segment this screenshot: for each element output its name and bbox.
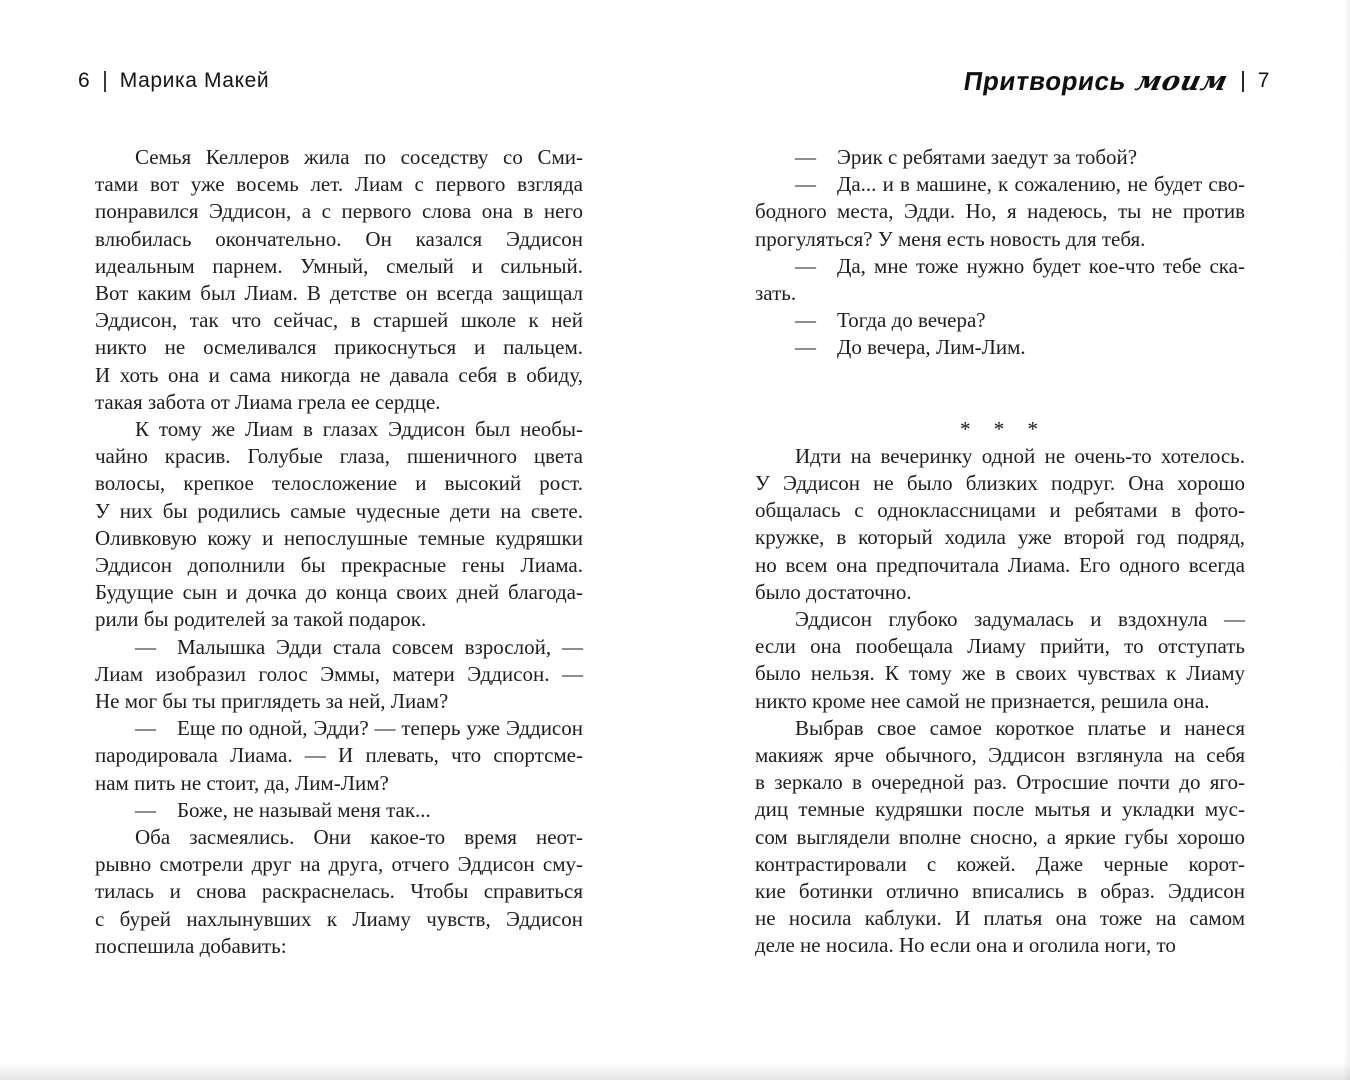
text-line: общалась с одноклассницами и ребятами в фото- — [755, 498, 1245, 523]
text-line: волосы, крепкое телосложение и высокий рост. — [95, 471, 583, 496]
left-page-number: 6 — [78, 69, 91, 92]
paragraph — [755, 307, 1245, 334]
author-name: Марика Макей — [119, 69, 270, 92]
text-line: нам пить не стоит, да, Лим-Лим? — [95, 770, 389, 795]
paragraph — [755, 443, 1245, 606]
paragraph — [755, 253, 1245, 307]
text-line: — Малышка Эдди стала совсем взрослой, — — [135, 634, 583, 659]
text-line: кружке, в который ходила уже второй год подряд, — [755, 525, 1245, 550]
paragraph — [95, 144, 583, 416]
text-line: поспешила добавить: — [95, 933, 287, 958]
text-line: пародировала Лиама. — И плевать, что спортсме- — [95, 743, 583, 768]
text-line: Идти на вечеринку одной не очень-то хотелось. — [795, 443, 1245, 468]
text-line: Эддисон дополнили бы прекрасные гены Лиама. — [95, 553, 583, 578]
text-line: — Да... и в машине, к сожалению, не будет сво- — [795, 172, 1245, 197]
header-divider-icon — [1242, 71, 1244, 92]
text-line: Семья Келлеров жила по соседству со Сми- — [135, 145, 583, 169]
paragraph — [755, 334, 1245, 361]
text-line: — Да, мне тоже нужно будет кое-что тебе ска- — [795, 253, 1245, 278]
text-line: Лиам изобразил голос Эммы, матери Эддисон. — — [95, 661, 583, 686]
text-line: тилась и снова раскраснелась. Чтобы справиться — [95, 879, 583, 904]
text-line: кие ботинки отлично вписались в образ. Эддисон — [755, 879, 1245, 904]
left-page-text — [95, 144, 583, 960]
text-line: если она пообещала Лиаму прийти, то отступать — [755, 634, 1245, 659]
left-running-head — [78, 66, 269, 96]
logo-word-pretend: Притворись — [961, 65, 1129, 96]
text-line: контрастировали с кожей. Даже черные корот- — [755, 851, 1245, 876]
text-line: понравился Эддисон, а с первого слова она в него — [95, 199, 583, 224]
text-line: чайно красив. Голубые глаза, пшеничного цвета — [95, 444, 583, 469]
text-line: влюбилась окончательно. Он казался Эддисон — [95, 226, 583, 251]
text-line: Выбрав свое самое короткое платье и нанеся — [795, 715, 1245, 740]
text-line: зать. — [755, 281, 797, 306]
scan-shadow-bottom — [0, 1062, 1350, 1080]
scan-shadow-right — [1342, 0, 1350, 1080]
text-line: было нельзя. К тому же в своих чувствах к Лиаму — [755, 661, 1245, 686]
text-line: Эддисон глубоко задумалась и вздохнула — — [795, 607, 1245, 632]
paragraph — [95, 634, 583, 716]
section-break-stars: * * * — [960, 416, 1040, 441]
text-line: в зеркало в очередной раз. Отросшие почти до яго- — [755, 770, 1245, 795]
text-line: — Тогда до вечера? — [795, 308, 986, 333]
text-line: диц темные кудряшки после мытья и укладки мус- — [755, 797, 1245, 822]
text-line: рывно смотрели друг на друга, отчего Эддисон сму- — [95, 852, 583, 877]
text-line: Оливковую кожу и непослушные темные кудряшки — [95, 525, 583, 550]
text-line: У Эддисон не было близких подруг. Она хорошо — [755, 471, 1245, 496]
text-line: рили бы родителей за такой подарок. — [95, 607, 427, 632]
logo-word-mine: моим — [1132, 65, 1232, 97]
paragraph — [755, 715, 1245, 960]
text-line: — Эрик с ребятами заедут за тобой? — [795, 145, 1138, 169]
paragraph — [755, 606, 1245, 715]
text-line: — До вечера, Лим-Лим. — [795, 335, 1026, 360]
paragraph — [95, 797, 583, 824]
text-line: с бурей нахлынувших к Лиаму чувств, Эддисон — [95, 906, 583, 931]
paragraph — [755, 171, 1245, 253]
text-line: макияж ярче обычного, Эддисон взглянула на себя — [755, 743, 1245, 768]
header-divider-icon — [104, 71, 106, 92]
paragraph — [755, 144, 1245, 171]
text-line: не носила каблуки. И платья она тоже на самом — [755, 906, 1245, 931]
text-line: Эддисон, так что сейчас, в старшей школе к ней — [95, 308, 583, 333]
right-running-head — [961, 65, 1270, 97]
text-line: тами вот уже восемь лет. Лиам с первого взгляда — [95, 172, 583, 197]
text-line: сом выглядели вполне сносно, а яркие губы хорошо — [755, 824, 1245, 849]
paragraph — [95, 416, 583, 634]
text-line: И хоть она и сама никогда не давала себя в обиду, — [95, 362, 583, 387]
text-line: было достаточно. — [755, 579, 912, 604]
text-line: Будущие сын и дочка до конца своих дней благода- — [95, 580, 583, 605]
text-line: У них бы родились самые чудесные дети на свете. — [95, 498, 583, 523]
text-line: — Боже, не называй меня так... — [135, 797, 431, 822]
text-line: К тому же Лиам в глазах Эддисон был необы- — [135, 417, 583, 442]
text-line: но всем она предпочитала Лиама. Его одного всегда — [755, 552, 1245, 577]
right-page-text — [755, 144, 1245, 960]
text-line: идеальным парнем. Умный, смелый и сильный. — [95, 253, 583, 278]
text-line: бодного места, Эдди. Но, я надеюсь, ты не против — [755, 199, 1245, 224]
paragraph — [95, 824, 583, 960]
text-line: деле не носила. Но если она и оголила ноги, то — [755, 933, 1176, 958]
text-line: Не мог бы ты приглядеть за ней, Лиам? — [95, 689, 449, 714]
paragraph — [95, 715, 583, 797]
text-line: Вот каким был Лиам. В детстве он всегда защищал — [95, 281, 583, 306]
text-line: прогуляться? У меня есть новость для тебя. — [755, 226, 1146, 251]
right-page-number: 7 — [1257, 69, 1270, 92]
text-line: Оба засмеялись. Они какое-то время неот- — [135, 825, 583, 850]
text-line: никто кроме нее самой не признается, решила она. — [755, 688, 1210, 713]
text-line: такая забота от Лиама грела ее сердце. — [95, 389, 441, 414]
book-title-logo — [961, 65, 1232, 97]
text-line: никто не осмеливался прикоснуться и пальцем. — [95, 335, 583, 360]
text-line: — Еще по одной, Эдди? — теперь уже Эддисон — [135, 716, 583, 741]
